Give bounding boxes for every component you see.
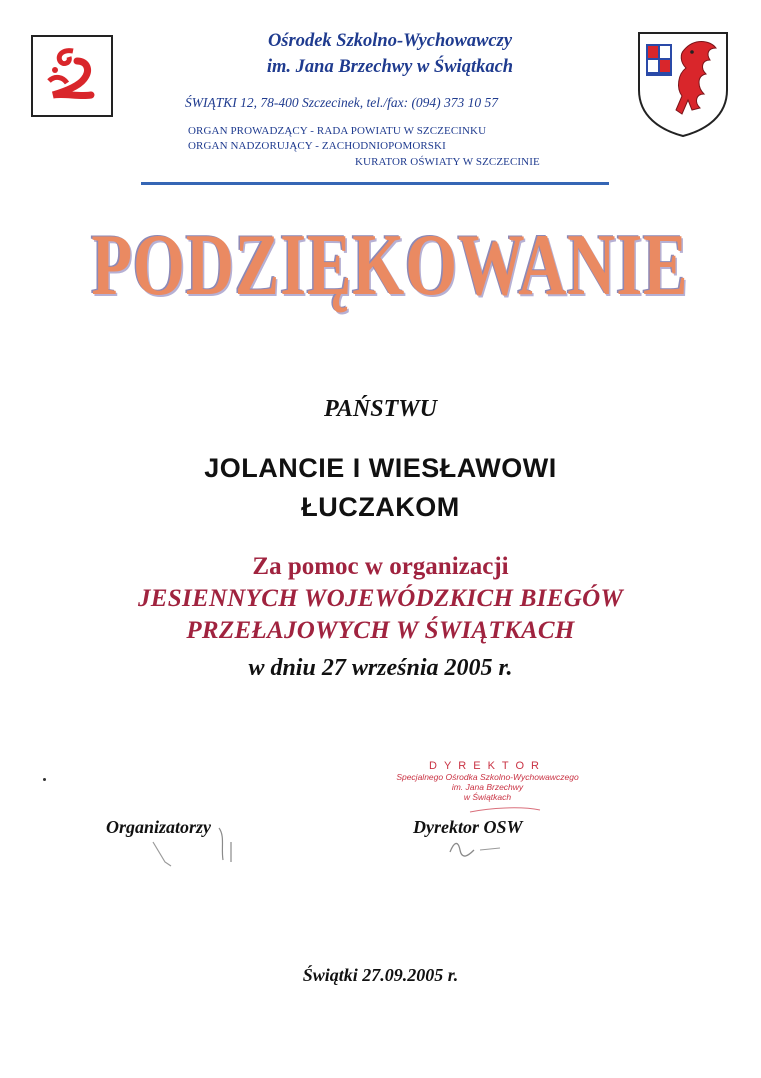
event-name-line-2: PRZEŁAJOWYCH W ŚWIĄTKACH (186, 617, 575, 644)
stamp-line-1: Specjalnego Ośrodka Szkolno-Wychowawczego (396, 772, 579, 782)
salutation: PAŃSTWU (324, 396, 437, 422)
place-and-date: Świątki 27.09.2005 r. (302, 965, 459, 985)
organizers-signature (145, 822, 255, 882)
director-signature (440, 806, 560, 872)
certificate-title: PODZIĘKOWANIE (91, 217, 689, 314)
header-divider (141, 182, 609, 185)
event-name-line-1: JESIENNYCH WOJEWÓDZKICH BIEGÓW (137, 585, 624, 612)
reason-text: Za pomoc w organizacji (252, 553, 509, 580)
supervising-body-cont: KURATOR OŚWIATY W SZCZECINIE (355, 156, 540, 168)
recipient-line-1: JOLANCIE I WIESŁAWOWI (204, 453, 557, 483)
griffin-crest-icon (636, 30, 730, 138)
stamp-line-3: w Świątkach (463, 792, 512, 802)
supervising-body: ORGAN NADZORUJĄCY - ZACHODNIOPOMORSKI (188, 140, 446, 152)
director-label: Dyrektor OSW (413, 817, 523, 837)
institution-patron: im. Jana Brzechwy w Świątkach (266, 57, 514, 77)
institution-address: ŚWIĄTKI 12, 78-400 Szczecinek, tel./fax: (094) 373 10 57 (185, 95, 499, 110)
stamp-title: DYREKTOR (429, 760, 546, 772)
stamp-line-2: im. Jana Brzechwy (451, 782, 524, 792)
governing-body: ORGAN PROWADZĄCY - RADA POWIATU W SZCZECINKU (188, 125, 487, 137)
scan-speck (43, 778, 46, 781)
recipient-line-2: ŁUCZAKOM (301, 492, 460, 522)
organizers-label: Organizatorzy (106, 817, 212, 837)
school-logo-icon (31, 35, 113, 117)
institution-name: Ośrodek Szkolno-Wychowawczy (267, 31, 513, 51)
event-date: w dniu 27 września 2005 r. (248, 655, 513, 681)
director-stamp (395, 760, 580, 802)
